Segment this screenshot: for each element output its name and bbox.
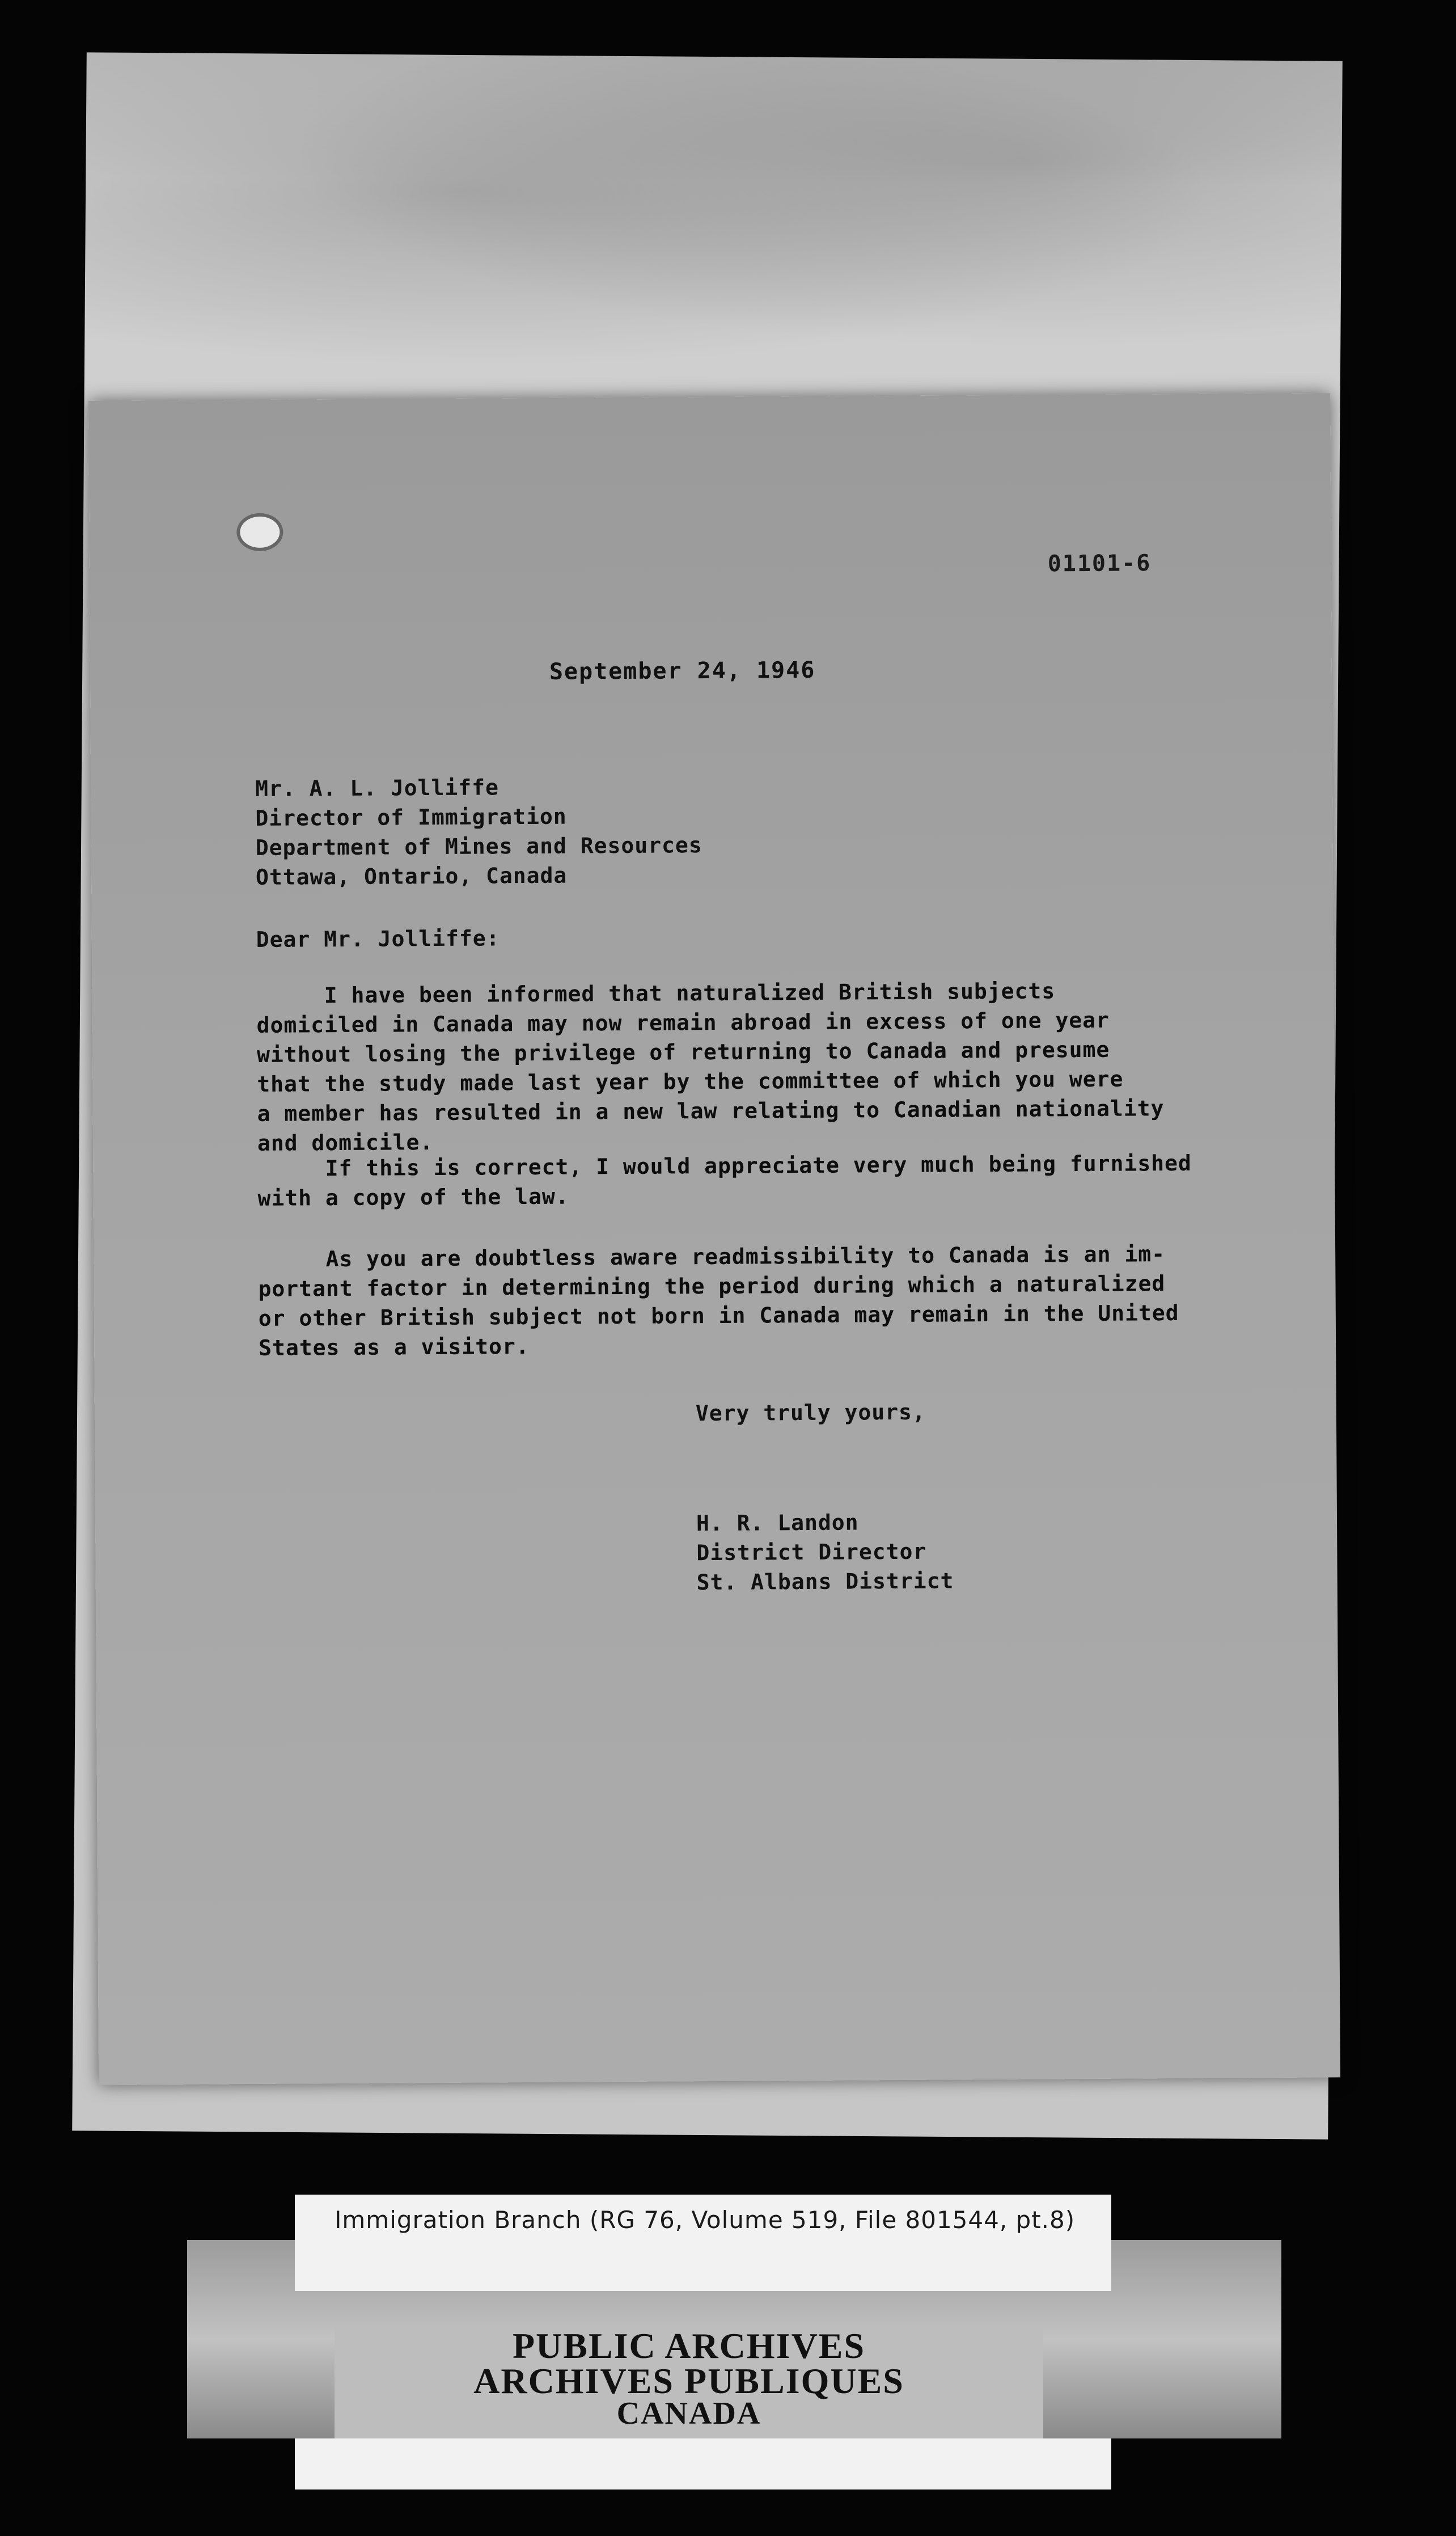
signature-block: [696, 1507, 954, 1597]
signature-line: H. R. Landon: [696, 1510, 859, 1536]
caption-text: Immigration Branch (RG 76, Volume 519, File 801544, pt.8): [335, 2206, 1076, 2234]
signature-line: St. Albans District: [696, 1568, 954, 1595]
archive-caption: [295, 2195, 1111, 2291]
addressee-line: Director of Immigration: [255, 804, 567, 831]
stamp-line: ARCHIVES PUBLIQUES: [473, 2361, 904, 2401]
caption-strip-bottom: [295, 2438, 1111, 2489]
folder-stain: [84, 52, 1343, 401]
letter-page: [88, 393, 1340, 2085]
addressee-block: [255, 771, 702, 892]
addressee-line: Ottawa, Ontario, Canada: [255, 863, 568, 890]
stamp-line: PUBLIC ARCHIVES: [512, 2326, 866, 2366]
body-paragraph: If this is correct, I would appreciate very much being furnished with a copy of the law.: [257, 1150, 1192, 1211]
salutation: Dear Mr. Jolliffe:: [256, 925, 500, 952]
file-number: 01101-6: [1047, 550, 1152, 577]
addressee-line: Department of Mines and Resources: [255, 832, 702, 860]
punch-hole: [236, 513, 283, 551]
addressee-line: Mr. A. L. Jolliffe: [255, 775, 500, 801]
body-paragraph: I have been informed that naturalized British subjects domiciled in Canada may now remain abroad in excess of one year without losing the privilege of returning to Canada and presume that the study made last year by the committee of which you were a member has resulted in a new law relating to Canadian nationality and domicile.: [256, 978, 1165, 1156]
body-paragraph: As you are doubtless aware readmissibility to Canada is an im- portant factor in determining the period during which a naturalized or other British subject not born in Canada may remain in the United States as a visitor.: [258, 1241, 1179, 1360]
closing: Very truly yours,: [695, 1399, 926, 1426]
archive-stamp: [335, 2325, 1043, 2438]
letter-date: September 24, 1946: [549, 657, 816, 685]
stamp-line: CANADA: [616, 2396, 761, 2431]
signature-line: District Director: [696, 1538, 927, 1566]
